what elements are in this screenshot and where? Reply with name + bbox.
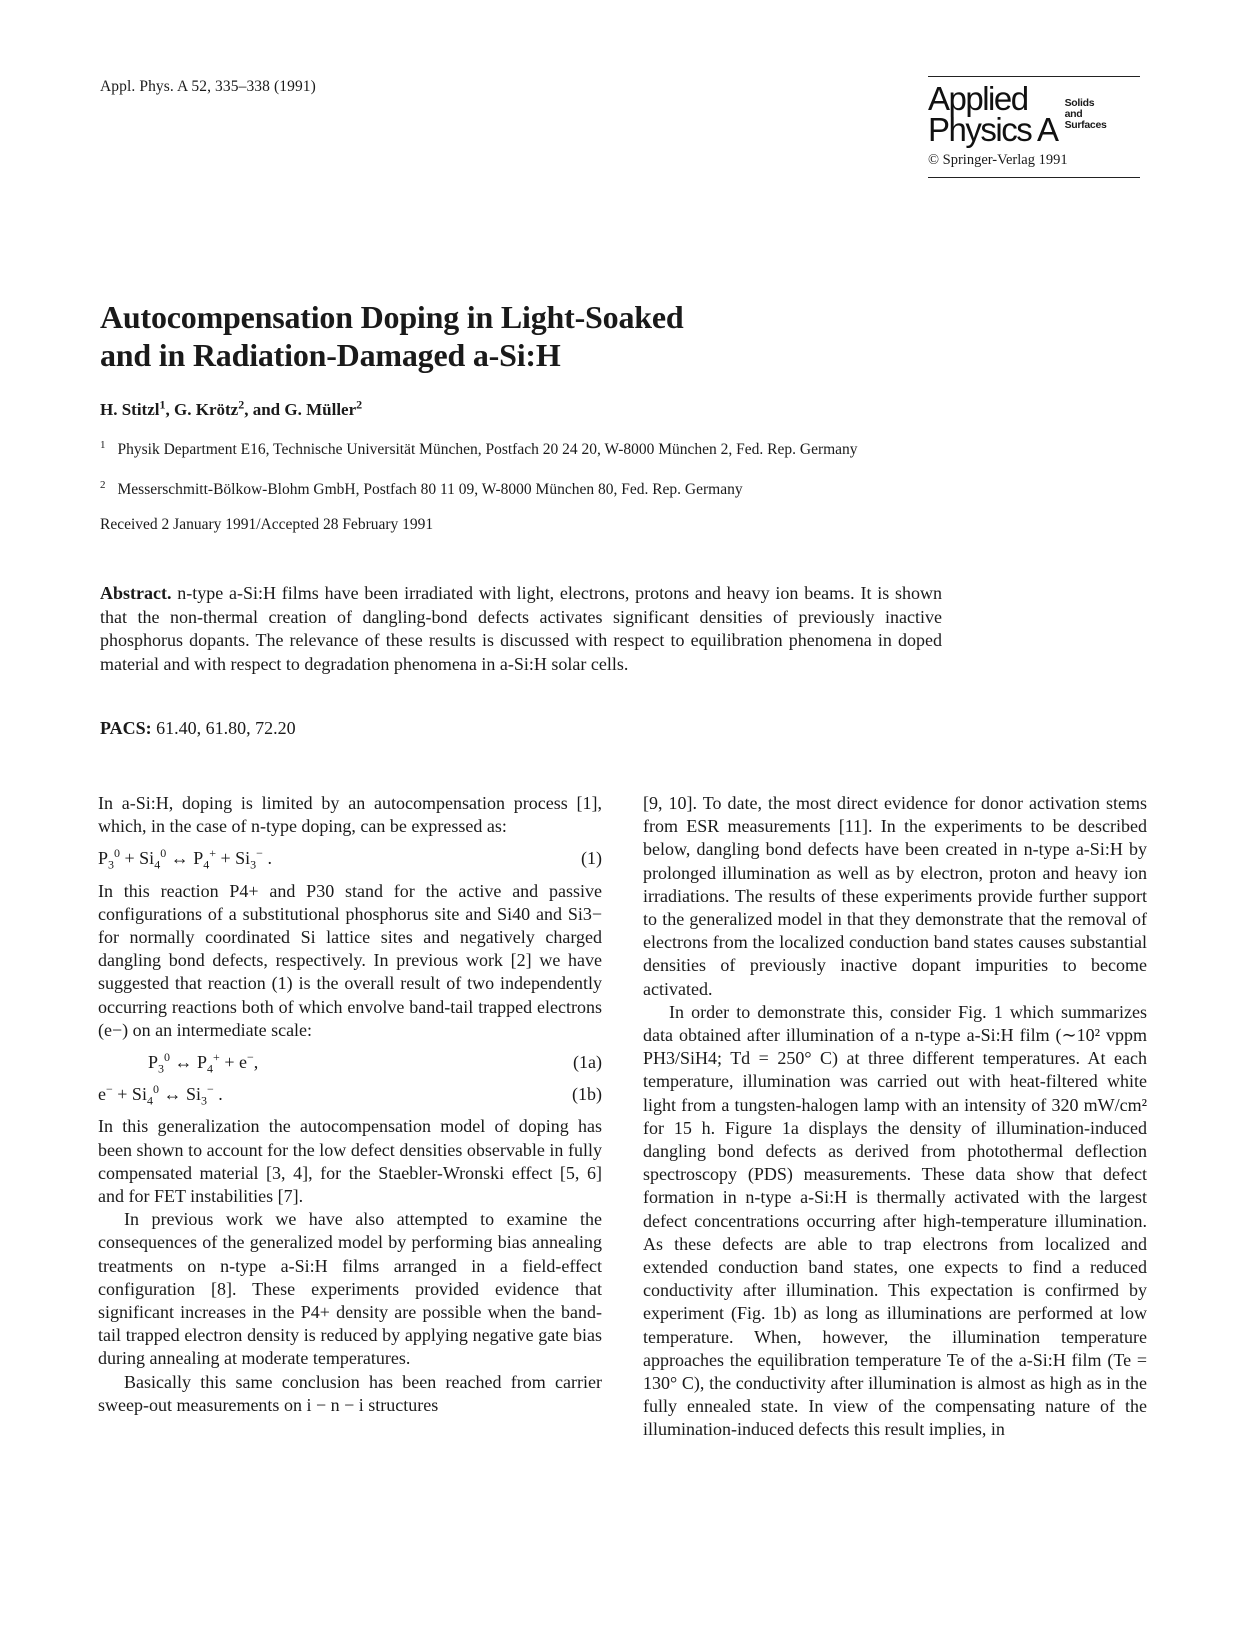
paper-title	[100, 298, 860, 374]
affiliation-1-text: Physik Department E16, Technische Universität München, Postfach 20 24 20, W-8000 München 2, Fed. Rep. Germany	[117, 441, 858, 459]
journal-citation: Appl. Phys. A 52, 335–338 (1991)	[100, 78, 316, 95]
journal-section	[1065, 98, 1107, 131]
affiliation-2-mark: 2	[100, 479, 106, 491]
equation-1b	[98, 1083, 602, 1106]
logo-bottom-rule	[928, 177, 1140, 178]
title-line-2: and in Radiation-Damaged a-Si:H	[100, 337, 561, 373]
equation-1a-number: (1a)	[573, 1052, 602, 1073]
affiliation-2	[100, 476, 900, 499]
abstract-label: Abstract.	[100, 583, 172, 603]
journal-name	[928, 80, 1058, 148]
equation-1b-number: (1b)	[572, 1084, 602, 1105]
journal-name-line2: Physics A	[928, 111, 1058, 148]
equation-1a	[98, 1051, 602, 1074]
author-3: G. Müller	[284, 400, 357, 419]
paragraph-4: In previous work we have also attempted to examine the consequences of the generalized model by performing bias annealing treatments on n-type a-Si:H films arranged in a field-effect configuration [8]. These experiments provided evidence that significant increases in the P4+ density are possible when the band-tail trapped electron density is reduced by applying negative gate bias during annealing at moderate temperatures.	[98, 1209, 602, 1369]
received-dates: Received 2 January 1991/Accepted 28 February 1991	[100, 516, 434, 533]
paragraph-3: In this generalization the autocompensation model of doping has been shown to account for the low defect densities observable in fully compensated material [3, 4], for the Staebler-Wronski effect [5, 6] and for FET instabilities [7].	[98, 1116, 602, 1207]
equation-1a-formula: $P_3^0$ ↔ $P_4^+ + e^-$,	[148, 1050, 259, 1076]
pacs-values: 61.40, 61.80, 72.20	[156, 718, 296, 738]
journal-section-line3: Surfaces	[1064, 118, 1107, 131]
affiliation-2-text: Messerschmitt-Bölkow-Blohm GmbH, Postfach 80 11 09, W-8000 München 80, Fed. Rep. Germany	[117, 481, 743, 499]
affiliation-1	[100, 436, 900, 459]
authors: H. Stitzl$^1$, G. Krötz$^2$, and G. Müller$^2$	[100, 397, 363, 419]
abstract-text: n-type a-Si:H films have been irradiated with light, electrons, protons and heavy ion beams. It is shown that the non-thermal creation of dangling-bond defects activates significant densities of previously inactive phosphorus dopants. The relevance of these results is discussed with respect to equilibration phenomena in doped material and with respect to degradation phenomena in a-Si:H solar cells.	[100, 583, 943, 674]
abstract	[100, 582, 942, 676]
journal-section-line2: and	[1064, 107, 1083, 120]
author-1-mark: 1	[159, 397, 166, 412]
paragraph-5: Basically this same conclusion has been reached from carrier sweep-out measurements on i − n − i structures	[98, 1371, 602, 1415]
logo-top-rule	[928, 76, 1140, 77]
body-column-left	[98, 792, 602, 1417]
logo-row	[928, 80, 1140, 148]
author-1: H. Stitzl	[100, 400, 160, 419]
author-3-mark: 2	[356, 397, 363, 412]
title-line-1: Autocompensation Doping in Light-Soaked	[100, 299, 684, 335]
paragraph-6: [9, 10]. To date, the most direct evidence for donor activation stems from ESR measurements [11]. In the experiments to be described below, dangling bond defects have been created in n-type a-Si:H by prolonged illumination as well as by electron, proton and heavy ion irradiations. The results of these experiments provide further support to the generalized model in that they demonstrate that the removal of electrons from the localized conduction band states causes substantial densities of previously inactive dopant impurities to become activated.	[643, 793, 1147, 999]
pacs-label: PACS:	[100, 718, 152, 738]
paragraph-7: In order to demonstrate this, consider Fig. 1 which summarizes data obtained after illumination of a n-type a-Si:H film (∼10² vppm PH3/SiH4; Td = 250° C) at three different temperatures. At each temperature, illumination was carried out with heat-filtered white light from a tungsten-halogen lamp with an intensity of 320 mW/cm² for 15 h. Figure 1a displays the density of illumination-induced dangling bond defects as derived from photothermal deflection spectroscopy (PDS) measurements. These data show that defect formation in n-type a-Si:H is thermally activated with the largest defect concentrations occurring after high-temperature illumination. As these defects are able to trap electrons from localized and extended conduction band states, one expects to find a reduced conductivity after illumination. This expectation is confirmed by experiment (Fig. 1b) as long as illuminations are performed at low temperature. When, however, the illumination temperature approaches the equilibration temperature Te of the a-Si:H film (Te = 130° C), the conductivity after illumination is almost as high as in the fully ennealed state. In view of the compensating nature of the illumination-induced defects this result implies, in	[643, 1001, 1147, 1440]
author-2: G. Krötz	[174, 400, 239, 419]
journal-section-line1: Solids	[1064, 96, 1095, 109]
equation-1	[98, 847, 602, 870]
author-2-mark: 2	[238, 397, 245, 412]
pacs	[100, 718, 296, 739]
equation-1-formula: $P_3^0 + Si_4^0$ ↔ $P_4^+ + Si_3^-$ .	[98, 846, 272, 872]
journal-name-line1: Applied	[928, 80, 1028, 117]
equation-1-number: (1)	[581, 848, 602, 869]
paragraph-2: In this reaction P4+ and P30 stand for the active and passive configurations of a substitutional phosphorus site and Si40 and Si3− for normally coordinated Si lattice sites and negatively charged dangling bond defects, respectively. In previous work [2] we have suggested that reaction (1) is the overall result of two independently occurring reactions both of which envolve band-tail trapped electrons (e−) on an intermediate scale:	[98, 880, 602, 1040]
paragraph-1: In a-Si:H, doping is limited by an autocompensation process [1], which, in the case of n-type doping, can be expressed as:	[98, 793, 602, 837]
equation-1b-formula: $e^- + Si_4^0$ ↔ $Si_3^-$ .	[98, 1082, 223, 1108]
body-column-right	[643, 792, 1147, 1442]
journal-logo	[928, 76, 1140, 178]
copyright: © Springer-Verlag 1991	[928, 152, 1068, 168]
author-conjunction: and	[252, 400, 281, 419]
affiliation-1-mark: 1	[100, 439, 106, 451]
